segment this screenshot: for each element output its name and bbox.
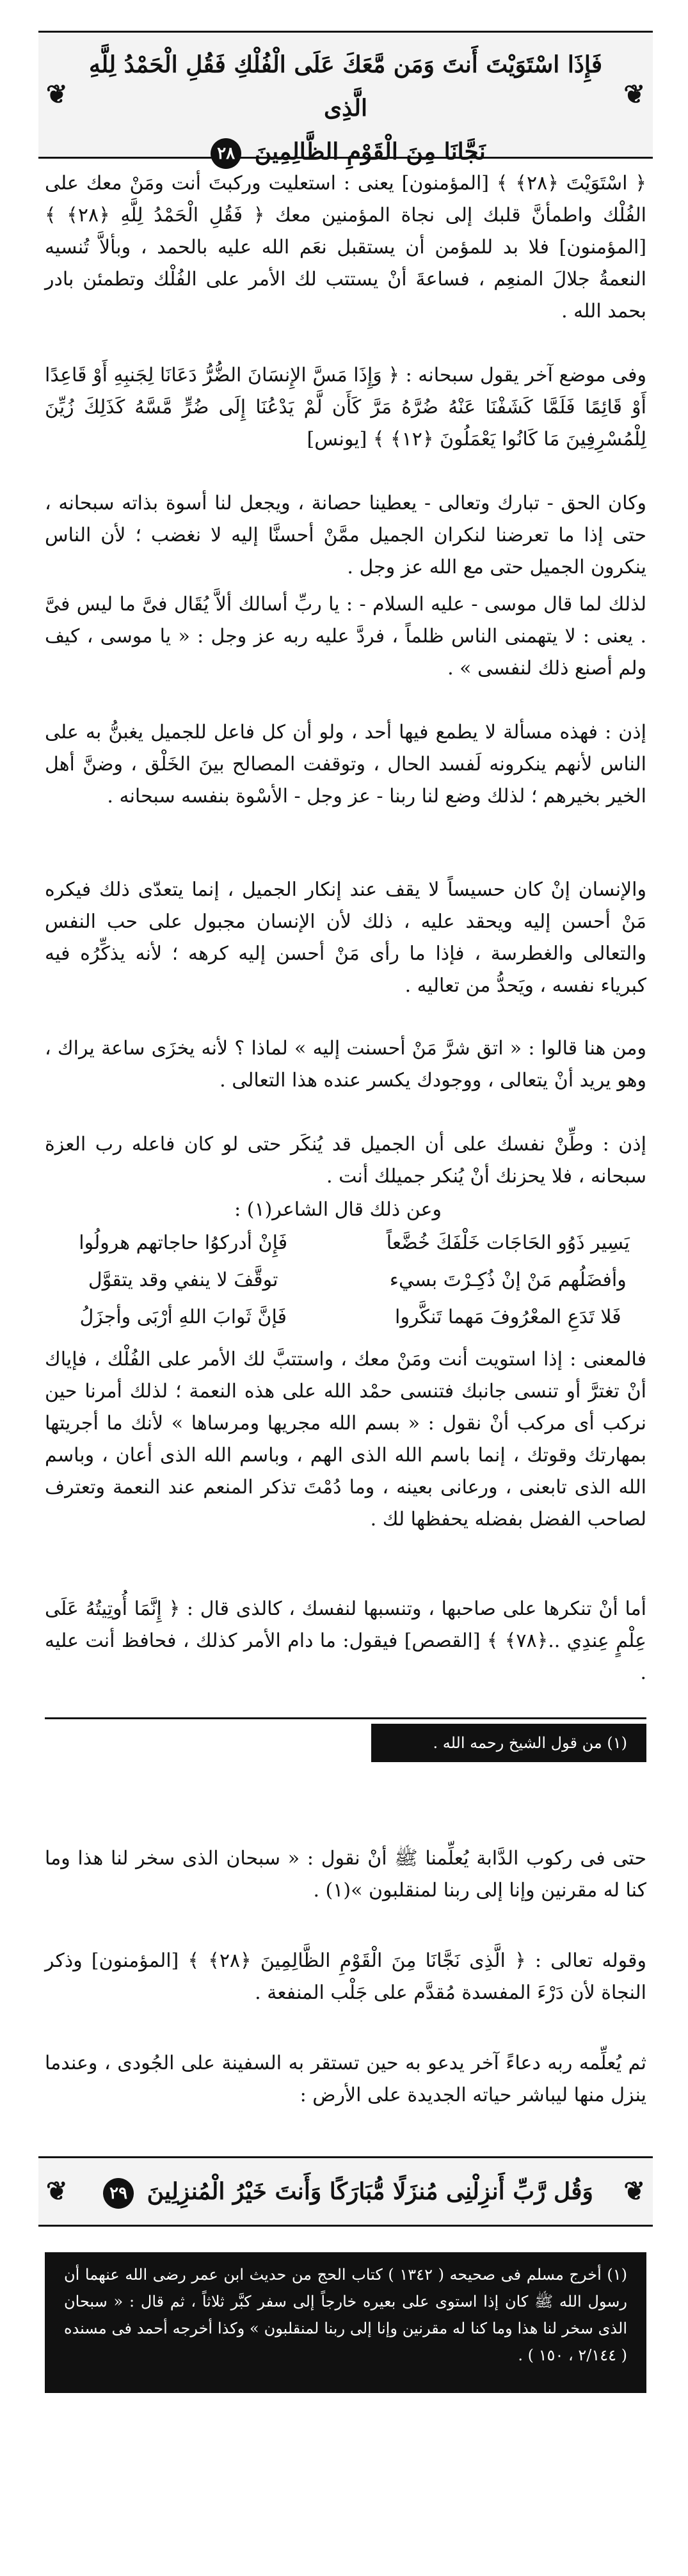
poem-verse: وأفضَلُهم مَنْ إنْ ذُكِـرْتَ بسيء توقَّفَ لا ينفي وقد يتقوَّل bbox=[88, 1269, 627, 1291]
ayah-number: ٢٨ bbox=[211, 138, 241, 169]
verse-banner-top bbox=[38, 31, 653, 165]
poem-verse: يَسِير ذَوُو الحَاجَات خَلْفَكَ خُضَّعاً فَإِنْ أدركوُا حاجاتهم هرولُوا bbox=[79, 1232, 630, 1254]
ornament-icon: ❦ bbox=[46, 79, 68, 109]
footnote: (١) من قول الشيخ رحمه الله . bbox=[371, 1724, 646, 1762]
page-gap bbox=[0, 1772, 688, 1830]
paragraph: لذلك لما قال موسى - عليه السلام - : يا ربِّ أسالك ألاَّ يُقَال فىَّ ما ليس فىَّ . يعنى : لا يتهمنى الناس ظلماً ، فردَّ عليه ربه عز وجل : « يا موسى ، كيف ولم أصنع ذلك لنفسى » . bbox=[45, 593, 646, 680]
paragraph: والإنسان إنْ كان حسيساً لا يقف عند إنكار الجميل ، إنما يتعدّى ذلك فيكره مَنْ أحسن إليه ويحقد عليه ، ذلك لأن الإنسان مجبول على حب النفس والتعالى والغطرسة ، فإذا ما رأى مَنْ أحسن إليه كرهه ؛ لأنه يذكِّرُه فيه كبرياء نفسه ، ويَحدُّ من تعاليه . bbox=[45, 879, 646, 997]
ornament-icon: ❦ bbox=[46, 2176, 68, 2206]
paragraph: أما أنْ تنكرها على صاحبها ، وتنسبها لنفسك ، كالذى قال : ﴿ إِنَّمَا أُوتِيتُهُ عَلَى عِلْمٍ عِندِي ..﴿٧٨﴾ ﴾ [القصص] فيقول: ما دام الأمر كذلك ، فحافظ أنت عليه . bbox=[45, 1598, 646, 1684]
ayah-number: ٢٩ bbox=[103, 2178, 134, 2209]
footnote-rule bbox=[45, 1717, 646, 1719]
verse-banner-bottom bbox=[38, 2156, 653, 2227]
footnote: (١) أخرج مسلم فى صحيحه ( ١٣٤٢ ) كتاب الحج من حديث ابن عمر رضى الله عنهما أن رسول الله ﷺ كان إذا استوى على بعيره خارجاً إلى سفر كبَّر ثلاثاً ، ثم قال : « سبحان الذى سخر لنا هذا وما كنا له مقرنين وإنا إلى ربنا لمنقلبون » وكذا أخرجه أحمد فى مسنده ( ٢/١٤٤ ، ١٥٠ ) . bbox=[45, 2252, 646, 2393]
paragraph: وعن ذلك قال الشاعر(١) : bbox=[234, 1198, 442, 1221]
verse-line: فَإِذَا اسْتَوَيْتَ أَنتَ وَمَن مَّعَكَ عَلَى الْفُلْكِ فَقُلِ الْحَمْدُ لِلَّهِ الَّذِى bbox=[88, 51, 603, 122]
paragraph: وفى موضع آخر يقول سبحانه : ﴿ وَإِذَا مَسَّ الإِنسَانَ الضُّرُّ دَعَانَا لِجَنبِهِ أَوْ قَاعِدًا أَوْ قَائِمًا فَلَمَّا كَشَفْنَا عَنْهُ ضُرَّهُ مَرَّ كَأَن لَّمْ يَدْعُنَا إِلَى ضُرٍّ مَّسَّهُ كَذَلِكَ زُيِّنَ لِلْمُسْرِفِينَ مَا كَانُوا يَعْمَلُونَ ﴿١٢﴾ ﴾ [يونس] bbox=[45, 364, 646, 450]
poem bbox=[45, 1225, 646, 1336]
paragraph: حتى فى ركوب الدَّابة يُعلِّمنا ﷺ أنْ نقول : « سبحان الذى سخر لنا هذا وما كنا له مقرنين وإنا إلى ربنا لمنقلبون »(١) . bbox=[45, 1847, 646, 1902]
paragraph: ثم يُعلِّمه ربه دعاءً آخر يدعو به حين تستقر به السفينة على الجُودى ، وعندما ينزل منها ليباشر حياته الجديدة على الأرض : bbox=[45, 2052, 646, 2106]
paragraph: وكان الحق - تبارك وتعالى - يعطينا حصانة ، ويجعل لنا أسوة بذاته سبحانه ، حتى إذا ما تعرضنا لنكران الجميل ممَّنْ أحسنَّا إليه لا نغضب ؛ لأن الناس ينكرون الجميل حتى مع الله عز وجل . bbox=[45, 492, 646, 578]
verse-line: نَجَّانَا مِنَ الْقَوْمِ الظَّالِمِينَ ٢٨ bbox=[77, 130, 614, 173]
poem-verse: فَلا تَدَعِ المعْرُوفَ مَهما تَنكَّروا فَإنَّ ثَوابَ اللهِ أرْبَى وأجزَلُ bbox=[79, 1306, 621, 1328]
paragraph: إذن : وطِّنْ نفسك على أن الجميل قد يُنكَر حتى لو كان فاعله رب العزة سبحانه ، فلا يحزنك أنْ يُنكر جميلك أنت . bbox=[45, 1133, 646, 1188]
verse-line: وَقُل رَّبِّ أَنزِلْنِى مُنزَلًا مُّبَارَكًا وَأَنتَ خَيْرُ الْمُنزِلِينَ bbox=[147, 2178, 593, 2205]
ornament-icon: ❦ bbox=[623, 2176, 645, 2206]
paragraph: وقوله تعالى : ﴿ الَّذِى نَجَّانَا مِنَ الْقَوْمِ الظَّالِمِينَ ﴿٢٨﴾ ﴾ [المؤمنون] وذكر النجاة لأن دَرْءَ المفسدة مُقدَّم على جَلْب المنفعة . bbox=[45, 1950, 647, 2004]
paragraph: إذن : فهذه مسألة لا يطمع فيها أحد ، ولو أن كل فاعل للجميل يغبنُّ به على الناس لأنهم ينكرونه لَفسد الحال ، وتوقفت المصالح بينَ الخَلْق ، وضنَّ أهل الخير بخيرهم ؛ لذلك وضع لنا ربنا - عز وجل - الأسْوة بنفسه سبحانه . bbox=[45, 721, 646, 807]
paragraph: ومن هنا قالوا : « اتق شرَّ مَنْ أحسنت إليه » لماذا ؟ لأنه يخزَى ساعة يراك ، وهو يريد أنْ يتعالى ، ووجودك يكسر عنده هذا التعالى . bbox=[45, 1037, 646, 1092]
ornament-icon: ❦ bbox=[623, 79, 645, 109]
paragraph: فالمعنى : إذا استويت أنت ومَنْ معك ، واستتبَّ لك الأمر على الفُلْك ، فإياك أنْ تغترَّ أو تنسى جانبك فتنسى حمْد الله على هذه النعمة ؛ لذلك أمرنا حين نركب أى مركب أنْ نقول : « بسم الله مجريها ومرساها » لأنك ما أجريتها بمهارتك وقوتك ، إنما باسم الله الذى الهم ، وباسم الله الذى أعان ، وباسم الله الذى تابعنى ، ورعانى بعينه ، وما دُمْتَ تذكر المنعم عند النعمة وتعترف لصاحب الفضل بفضله يحفظها لك . bbox=[45, 1348, 646, 1530]
paragraph: ﴿ اسْتَوَيْتَ ﴿٢٨﴾ ﴾ [المؤمنون] يعنى : استعليت وركبتَ أنت ومَنْ معك على الفُلْك واطمأنَّ قلبك إلى نجاة المؤمنين معك ﴿ فَقُلِ الْحَمْدُ لِلَّهِ ﴿٢٨﴾ ﴾ [المؤمنون] فلا بد للمؤمن أن يستقبل نعَم الله عليه بالحمد ، وبألاَّ تُنسيه النعمةُ جلالَ المنعِم ، فساعةَ أنْ يستتب لك الأمر على الفُلْك وتطمئن بادر بحمد الله . bbox=[45, 172, 646, 322]
